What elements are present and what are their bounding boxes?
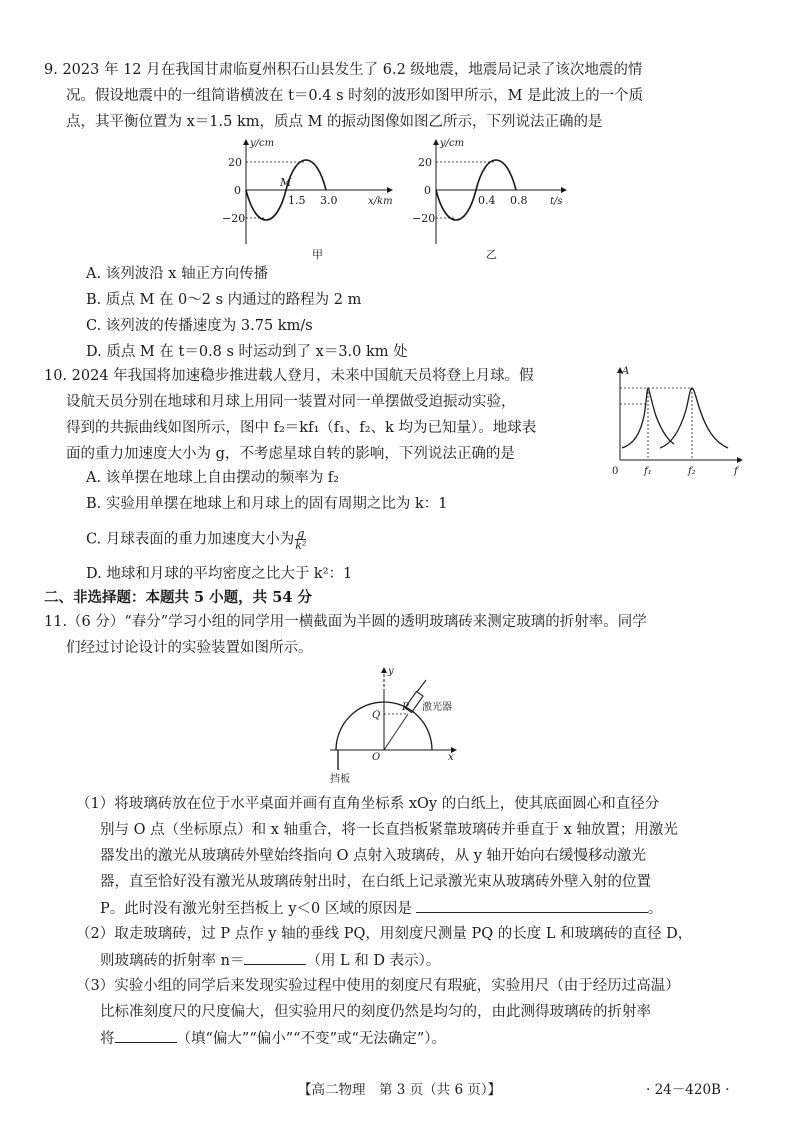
q9b-xlabel: t/s <box>550 196 563 207</box>
q11-part3-line3-text-a: 将 <box>100 1031 115 1047</box>
q11-part3-line3 <box>100 1028 446 1049</box>
q10-stem-line2: 设航天员分别在地球和月球上用同一装置对同一单摆做受迫振动实验， <box>66 394 516 410</box>
q11-part2-answer-blank[interactable] <box>244 950 306 965</box>
q9a-x-tick-2: 3.0 <box>320 194 338 207</box>
q11-part1-line3: 器发出的激光从玻璃砖外壁始终指向 O 点射入玻璃砖，从 y 轴开始向右缓慢移动激光 <box>100 848 647 864</box>
q11-fig-baffle-label: 挡板 <box>330 774 350 785</box>
q9a-y-top: 20 <box>228 156 242 169</box>
page-footer-right: · 24－420B · <box>646 1082 730 1098</box>
q9-option-c: C. 该列波的传播速度为 3.75 km/s <box>86 318 313 334</box>
q9b-caption: 乙 <box>486 248 497 261</box>
q9-stem-line3: 点，其平衡位置为 x＝1.5 km，质点 M 的振动图像如图乙所示，下列说法正确的是 <box>66 114 603 130</box>
q11-part3-line2: 比标准刻度尺的尺度偏大，但实验用尺的刻度仍然是均匀的，由此测得玻璃砖的折射率 <box>100 1004 651 1020</box>
q9b-x-tick-1: 0.4 <box>478 194 496 207</box>
q11-fig-o-label: O <box>372 752 381 763</box>
q9b-x-tick-2: 0.8 <box>510 194 528 207</box>
q11-part1-line4: 器，直至恰好没有激光从玻璃砖射出时，在白纸上记录激光束从玻璃砖外壁入射的位置 <box>100 874 651 890</box>
q10-option-c <box>86 528 306 551</box>
q10-fig-f2: f₂ <box>688 466 696 477</box>
q9-option-b: B. 质点 M 在 0～2 s 内通过的路程为 2 m <box>86 292 362 308</box>
q10-stem-line1: 10. 2024 年我国将加速稳步推进载人登月，未来中国航天员将登上月球。假 <box>44 368 534 384</box>
q11-stem-line1: 11.（6 分）“春分”学习小组的同学用一横截面为半圆的透明玻璃砖来测定玻璃的折射率。同学 <box>44 614 647 630</box>
q10-fig-origin: 0 <box>612 466 619 477</box>
q9-figure-a-wave-graph <box>220 134 400 264</box>
q9b-y-top: 20 <box>418 156 432 169</box>
q9a-caption: 甲 <box>312 248 323 261</box>
q11-fig-laser-label: 激光器 <box>422 702 452 713</box>
q11-stem-line2: 们经过讨论设计的实验装置如图所示。 <box>66 640 313 656</box>
q11-part2-line2 <box>100 950 440 971</box>
q9a-xlabel: x/km <box>368 196 393 207</box>
q10-fig-f1: f₁ <box>644 466 652 477</box>
q11-part1-end-mark: 。 <box>647 901 663 917</box>
q9-option-d: D. 质点 M 在 t＝0.8 s 时运动到了 x＝3.0 km 处 <box>86 344 408 360</box>
q11-part1-line2: 别与 O 点（坐标原点）和 x 轴重合，将一长直挡板紧靠玻璃砖并垂直于 x 轴放置；用激光 <box>100 822 678 838</box>
q10-option-b: B. 实验用单摆在地球上和月球上的固有周期之比为 k：1 <box>86 496 448 512</box>
q11-part1-line1: （1）将玻璃砖放在位于水平桌面并画有直角坐标系 xOy 的白纸上，使其底面圆心和直径分 <box>76 796 660 812</box>
q9b-y-zero: 0 <box>424 184 431 197</box>
q10-option-c-text: C. 月球表面的重力加速度大小为 <box>86 531 295 548</box>
q11-part3-line3-text-b: （填“偏大”“偏小”“不变”或“无法确定”）。 <box>176 1031 447 1047</box>
q9a-x-tick-1: 1.5 <box>288 194 306 207</box>
q11-part3-answer-blank[interactable] <box>115 1028 177 1043</box>
q11-fig-p-label: P <box>402 702 409 713</box>
q11-part2-line2-text-a: 则玻璃砖的折射率 n＝ <box>100 953 245 969</box>
q9a-y-zero: 0 <box>234 184 241 197</box>
q9-option-a: A. 该列波沿 x 轴正方向传播 <box>86 266 269 282</box>
q10-stem-line4: 面的重力加速度大小为 g，不考虑星球自转的影响，下列说法正确的是 <box>66 446 515 462</box>
q9-figure-b-vibration-graph <box>400 134 580 264</box>
q9a-ylabel: y/cm <box>250 138 275 149</box>
q10-option-c-fraction <box>295 528 306 551</box>
q10-option-a: A. 该单摆在地球上自由摆动的频率为 f₂ <box>86 470 339 486</box>
q10-fig-xlabel: f <box>734 466 738 477</box>
q9b-y-bottom: −20 <box>412 212 436 225</box>
q10-resonance-curve-figure <box>608 364 748 480</box>
q9-stem-line1: 9. 2023 年 12 月在我国甘肃临夏州积石山县发生了 6.2 级地震，地震局记录了该次地震的情 <box>44 62 643 78</box>
q9b-ylabel: y/cm <box>440 138 465 149</box>
q11-part2-line1: （2）取走玻璃砖，过 P 点作 y 轴的垂线 PQ，用刻度尺测量 PQ 的长度 L 和玻璃砖的直径 D， <box>76 926 693 942</box>
q10-option-c-denominator: k² <box>295 539 307 552</box>
q11-experiment-setup-figure <box>326 662 466 786</box>
q10-fig-ylabel: A <box>622 366 630 377</box>
q10-stem-line3: 得到的共振曲线如图所示，图中 f₂＝kf₁（f₁、f₂、k 均为已知量）。地球表 <box>66 420 537 436</box>
q11-part1-answer-blank[interactable] <box>416 898 648 913</box>
q11-fig-q-label: Q <box>372 710 381 721</box>
q11-fig-y-label: y <box>388 666 394 677</box>
q9a-point-m: M <box>280 176 292 189</box>
q11-part1-line5-text: P。此时没有激光射至挡板上 y＜0 区域的原因是 <box>100 901 412 917</box>
q10-option-d: D. 地球和月球的平均密度之比大于 k²：1 <box>86 566 353 582</box>
q11-part3-line1: （3）实验小组的同学后来发现实验过程中使用的刻度尺有瑕疵，实验用尺（由于经历过高温） <box>76 978 680 994</box>
q9a-y-bottom: −20 <box>222 212 246 225</box>
q11-part2-line2-text-b: （用 L 和 D 表示）。 <box>306 953 441 969</box>
q11-fig-x-label: x <box>448 752 454 763</box>
q9-stem-line2: 况。假设地震中的一组简谐横波在 t＝0.4 s 时刻的波形如图甲所示，M 是此波上的一个质 <box>66 88 644 104</box>
page-footer-center: 【高二物理 第 3 页（共 6 页）】 <box>298 1082 502 1098</box>
q10-option-c-numerator: g <box>297 527 305 540</box>
q11-part1-line5 <box>100 898 662 919</box>
section-2-heading: 二、非选择题：本题共 5 小题，共 54 分 <box>44 589 312 606</box>
